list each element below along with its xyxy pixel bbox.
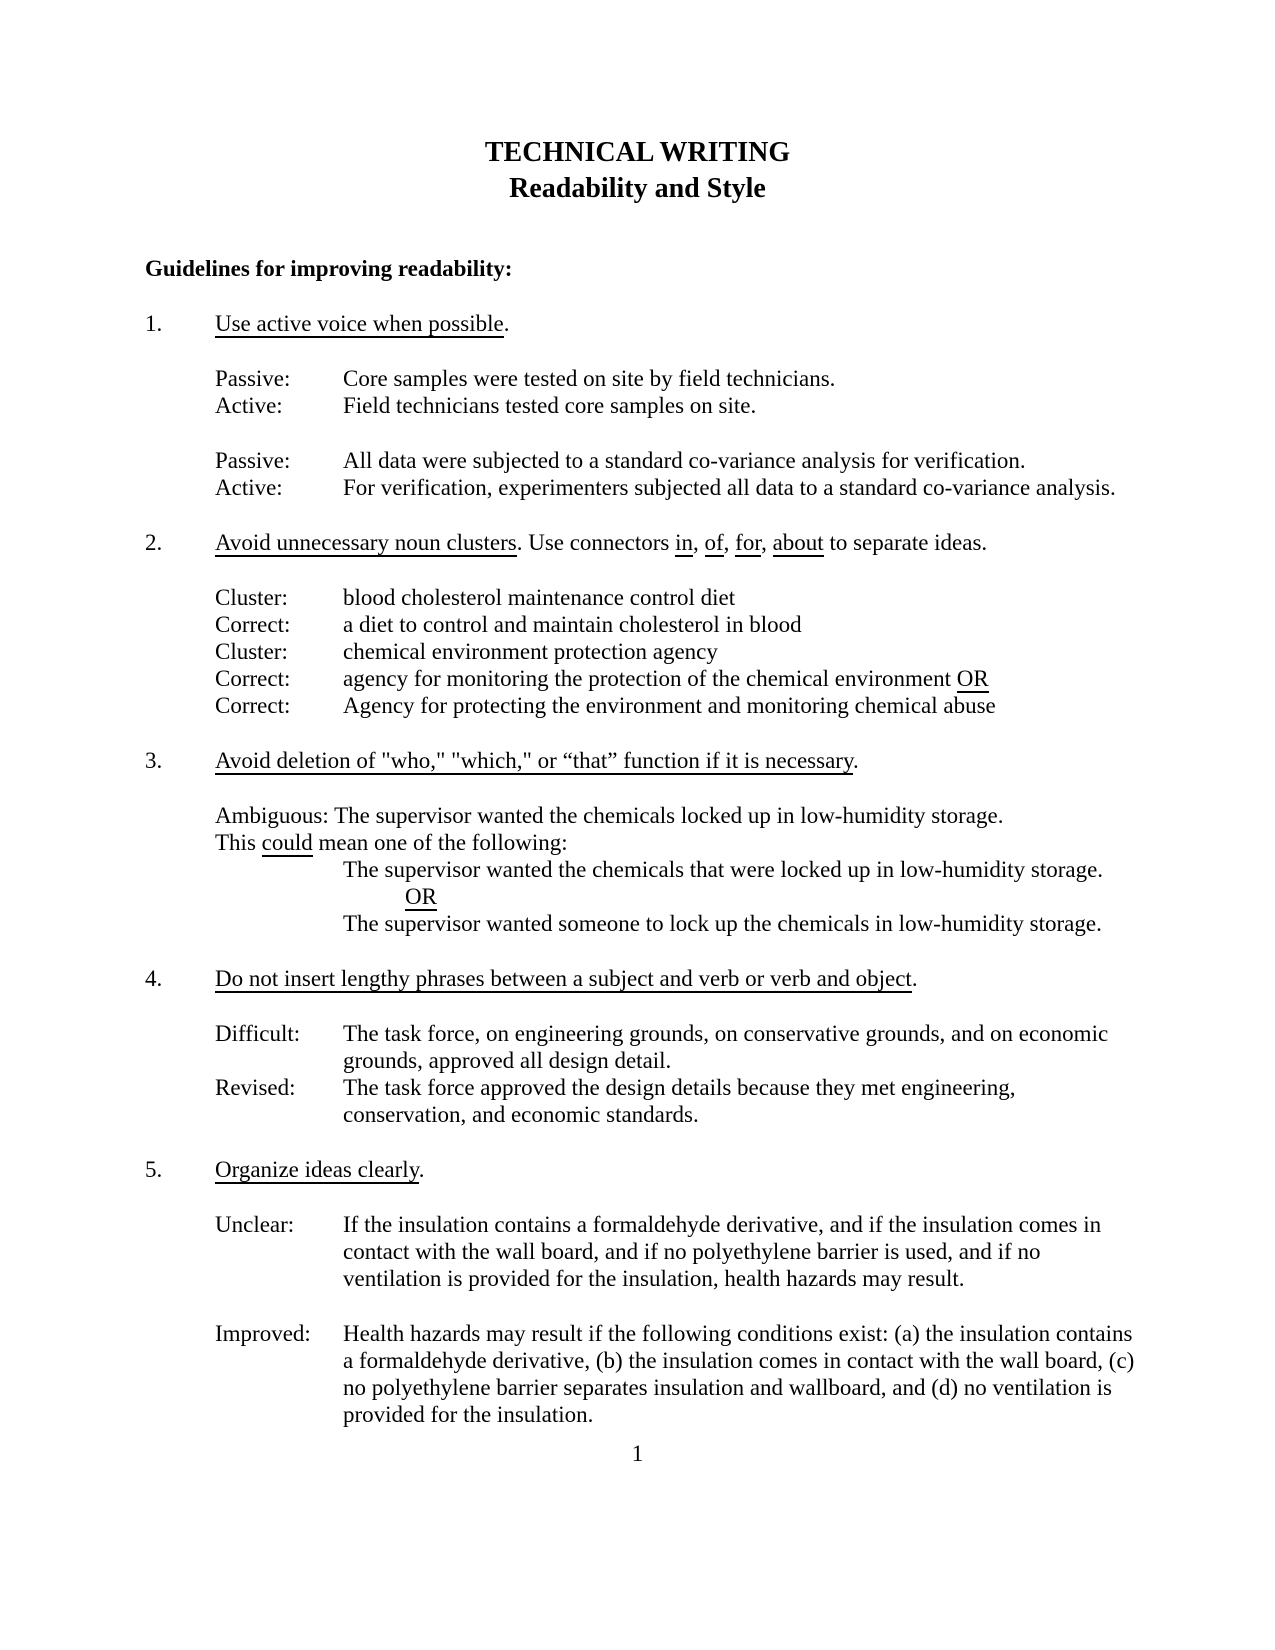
underlined-text-run: OR (956, 666, 989, 691)
section-5-heading (145, 1156, 1275, 1183)
section-4-heading-text (215, 965, 918, 992)
example-label: Correct: (215, 612, 291, 637)
body-line (215, 829, 1275, 856)
section-2-example-group (0, 584, 1275, 719)
section-3-heading-text (215, 747, 859, 774)
text-run: , (723, 530, 736, 555)
example-text (343, 638, 1135, 665)
example-text: The task force, on engineering grounds, on conservative grounds, and on economic grounds, approved all design detail. (343, 1021, 1109, 1073)
example-row (215, 447, 1275, 474)
example-label: Active: (215, 475, 283, 500)
guidelines-heading: Guidelines for improving readability: (145, 256, 513, 281)
underlined-text-run: could (261, 830, 313, 855)
example-label: Passive: (215, 366, 291, 391)
example-text: Field technicians tested core samples on site. (343, 393, 757, 418)
section-1-heading-text (215, 310, 509, 337)
text-run: Ambiguous: The supervisor wanted the chemicals locked up in low-humidity storage. (215, 803, 1004, 828)
text-run: mean one of the following: (312, 830, 568, 855)
body-line (343, 910, 1275, 937)
text-run: . (418, 1157, 425, 1182)
section-2-heading (145, 529, 1275, 556)
example-text: Health hazards may result if the following conditions exist: (a) the insulation contains a formaldehyde derivative, (b) the insulation comes in contact with the wall board, (c) no polyethylene barrier separates insulation and wallboard, and (d) no ventilation is provided for the insulation. (343, 1321, 1135, 1427)
example-text: The task force approved the design details because they met engineering, conservation, and economic standards. (343, 1075, 1016, 1127)
example-text: If the insulation contains a formaldehyde derivative, and if the insulation comes in contact with the wall board, and if no polyethylene barrier is used, and if no ventilation is provided for the insulation, health hazards may result. (343, 1212, 1102, 1291)
section-4-example-group (0, 1020, 1275, 1128)
example-row (215, 611, 1275, 638)
underlined-text-run: Organize ideas clearly (215, 1157, 419, 1182)
text-run: The supervisor wanted someone to lock up the chemicals in low-humidity storage. (343, 911, 1102, 936)
section-3-heading (145, 747, 1275, 774)
example-row (215, 1211, 1275, 1292)
text-run: , (693, 530, 705, 555)
body-line (405, 883, 1275, 910)
section-5 (0, 1156, 1275, 1428)
text-run: . (911, 966, 918, 991)
example-text (343, 584, 1135, 611)
example-label: Improved: (215, 1321, 311, 1346)
example-row (215, 365, 1275, 392)
section-5-example-group-1 (0, 1211, 1275, 1292)
example-text (343, 692, 1135, 719)
underlined-text-run: Do not insert lengthy phrases between a subject and verb or verb and object (215, 966, 912, 991)
underlined-text-run: in (675, 530, 693, 555)
text-run: agency for monitoring the protection of the chemical environment (343, 666, 957, 691)
example-label: Difficult: (215, 1021, 301, 1046)
underlined-text-run: about (772, 530, 824, 555)
text-run: . (852, 748, 859, 773)
example-row (215, 638, 1275, 665)
section-5-example-group-2 (0, 1320, 1275, 1428)
underlined-text-run: of (704, 530, 724, 555)
example-label: Revised: (215, 1075, 296, 1100)
underlined-text-run: Use active voice when possible (215, 311, 504, 336)
section-3-number: 3. (145, 748, 163, 773)
text-run: The supervisor wanted the chemicals that were locked up in low-humidity storage. (343, 857, 1104, 882)
underlined-text-run: Avoid deletion of "who," "which," or “that” function if it is necessary (215, 748, 853, 773)
section-5-heading-text (215, 1156, 424, 1183)
section-3-body (0, 802, 1275, 937)
section-2-heading-text (215, 529, 987, 556)
section-3 (0, 747, 1275, 937)
example-row (215, 692, 1275, 719)
example-label: Cluster: (215, 639, 288, 664)
section-4-heading (145, 965, 1275, 992)
body-line (343, 856, 1275, 883)
section-1-example-group-1 (0, 365, 1275, 419)
body-line (215, 802, 1275, 829)
example-row (215, 474, 1275, 501)
text-run: . Use connectors (516, 530, 676, 555)
example-text (343, 611, 1135, 638)
section-1-example-group-2 (0, 447, 1275, 501)
section-5-number: 5. (145, 1157, 163, 1182)
section-4-number: 4. (145, 966, 163, 991)
example-row (215, 392, 1275, 419)
example-row (215, 1074, 1275, 1128)
underlined-text-run: OR (405, 884, 437, 909)
document-title (0, 135, 1275, 207)
example-text (343, 665, 1135, 692)
example-label: Correct: (215, 693, 291, 718)
example-label: Correct: (215, 666, 291, 691)
text-run: . (503, 311, 510, 336)
example-row (215, 1320, 1275, 1428)
text-run: This (215, 830, 262, 855)
title-line-2: Readability and Style (509, 173, 766, 204)
example-label: Active: (215, 393, 283, 418)
page-number: 1 (631, 1441, 644, 1466)
text-run: Agency for protecting the environment and monitoring chemical abuse (343, 693, 996, 718)
example-label: Unclear: (215, 1212, 295, 1237)
section-1-heading (145, 310, 1275, 337)
section-2-number: 2. (145, 530, 163, 555)
text-run: to separate ideas. (823, 530, 988, 555)
example-label: Passive: (215, 448, 291, 473)
section-1 (0, 310, 1275, 501)
example-text: All data were subjected to a standard co-variance analysis for verification. (343, 448, 1026, 473)
example-text: For verification, experimenters subjected all data to a standard co-variance analysis. (343, 475, 1116, 500)
text-run: a diet to control and maintain cholesterol in blood (343, 612, 802, 637)
example-row (215, 665, 1275, 692)
example-row (215, 1020, 1275, 1074)
text-run: , (761, 530, 773, 555)
underlined-text-run: Avoid unnecessary noun clusters (215, 530, 517, 555)
text-run: chemical environment protection agency (343, 639, 718, 664)
example-label: Cluster: (215, 585, 288, 610)
example-text: Core samples were tested on site by field technicians. (343, 366, 836, 391)
example-row (215, 584, 1275, 611)
section-2 (0, 529, 1275, 719)
section-1-number: 1. (145, 311, 163, 336)
title-line-1: TECHNICAL WRITING (484, 137, 791, 168)
underlined-text-run: for (735, 530, 762, 555)
section-4 (0, 965, 1275, 1128)
text-run: blood cholesterol maintenance control diet (343, 585, 736, 610)
